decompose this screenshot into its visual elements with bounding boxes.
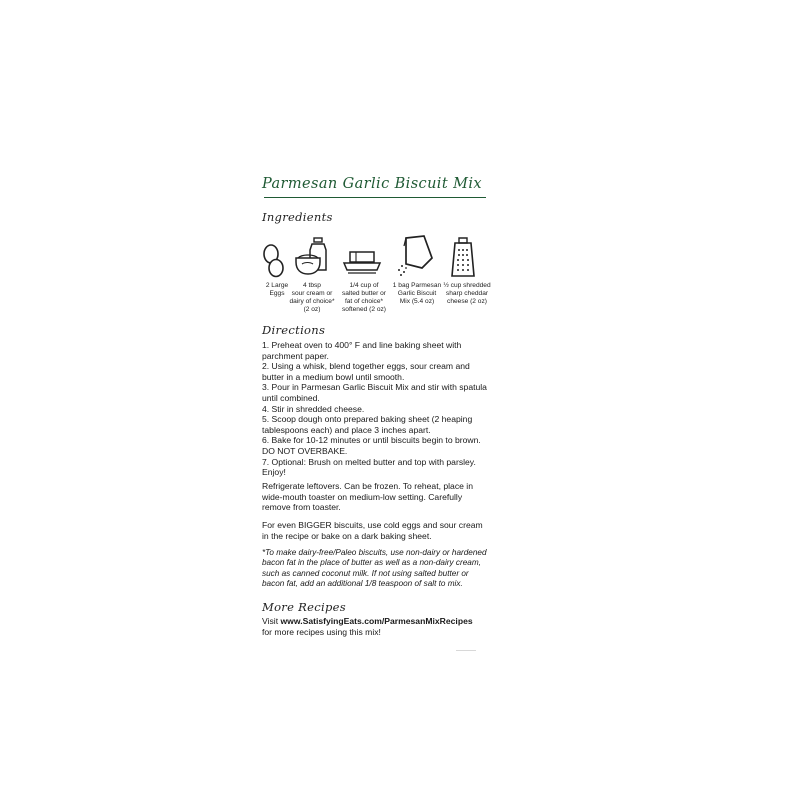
eggs-icon xyxy=(262,244,286,278)
direction-step: 6. Bake for 10-12 minutes or until biscuits begin to brown. DO NOT OVERBAKE. xyxy=(262,435,481,456)
more-recipes-heading: More Recipes xyxy=(262,600,346,614)
direction-step: 2. Using a whisk, blend together eggs, sour cream and butter in a medium bowl until smooth. xyxy=(262,361,470,382)
butter-icon xyxy=(342,248,382,276)
more-recipes-text xyxy=(262,616,490,637)
recipe-title: Parmesan Garlic Biscuit Mix xyxy=(262,176,482,192)
direction-step: 7. Optional: Brush on melted butter and top with parsley. Enjoy! xyxy=(262,456,476,478)
ingredient-mix-label: 1 bag Parmesan Garlic Biscuit Mix (5.4 oz) xyxy=(392,282,442,305)
direction-step: 1. Preheat oven to 400° F and line baking sheet with parchment paper. xyxy=(262,340,462,361)
ingredients-heading: Ingredients xyxy=(262,210,333,224)
title-underline xyxy=(264,197,486,198)
directions-list xyxy=(262,340,490,478)
leftovers-note: Refrigerate leftovers. Can be frozen. To reheat, place in wide-mouth toaster on medium-low setting. Carefully remove from toaster. xyxy=(262,481,473,513)
bigger-biscuits-note: For even BIGGER biscuits, use cold eggs and sour cream in the recipe or bake on a dark baking sheet. xyxy=(262,520,483,541)
more-recipes-tail: for more recipes using this mix! xyxy=(262,626,381,637)
recipes-url: www.SatisfyingEats.com/ParmesanMixRecipes xyxy=(280,616,473,626)
mix-bag-icon xyxy=(396,234,434,278)
ingredient-icons xyxy=(262,234,490,284)
ingredient-sour-cream-label: 4 tbsp sour cream or dairy of choice* (2 oz) xyxy=(289,282,335,313)
cheese-grater-icon xyxy=(450,236,476,278)
ingredient-butter-label: 1/4 cup of salted butter or fat of choice* softened (2 oz) xyxy=(342,282,386,313)
direction-step: 5. Scoop dough onto prepared baking sheet (2 heaping tablespoons each) and place 3 inches apart. xyxy=(262,414,473,435)
direction-step: 3. Pour in Parmesan Garlic Biscuit Mix and stir with spatula until combined. xyxy=(262,382,487,403)
directions-heading: Directions xyxy=(262,323,326,337)
sour-cream-icon xyxy=(294,236,330,278)
footer-mark xyxy=(456,650,476,651)
ingredient-cheese-label: ½ cup shredded sharp cheddar cheese (2 oz) xyxy=(443,282,491,305)
dairy-free-note: *To make dairy-free/Paleo biscuits, use non-dairy or hardened bacon fat in the place of butter as well as a non-dairy cream, such as canned coconut milk. If not using salted butter or bacon fat, add an additional 1/8 teaspoon of salt to mix. xyxy=(262,548,487,589)
direction-step: 4. Stir in shredded cheese. xyxy=(262,403,365,414)
visit-label: Visit xyxy=(262,616,281,626)
ingredient-eggs-label: 2 Large Eggs xyxy=(265,282,289,297)
